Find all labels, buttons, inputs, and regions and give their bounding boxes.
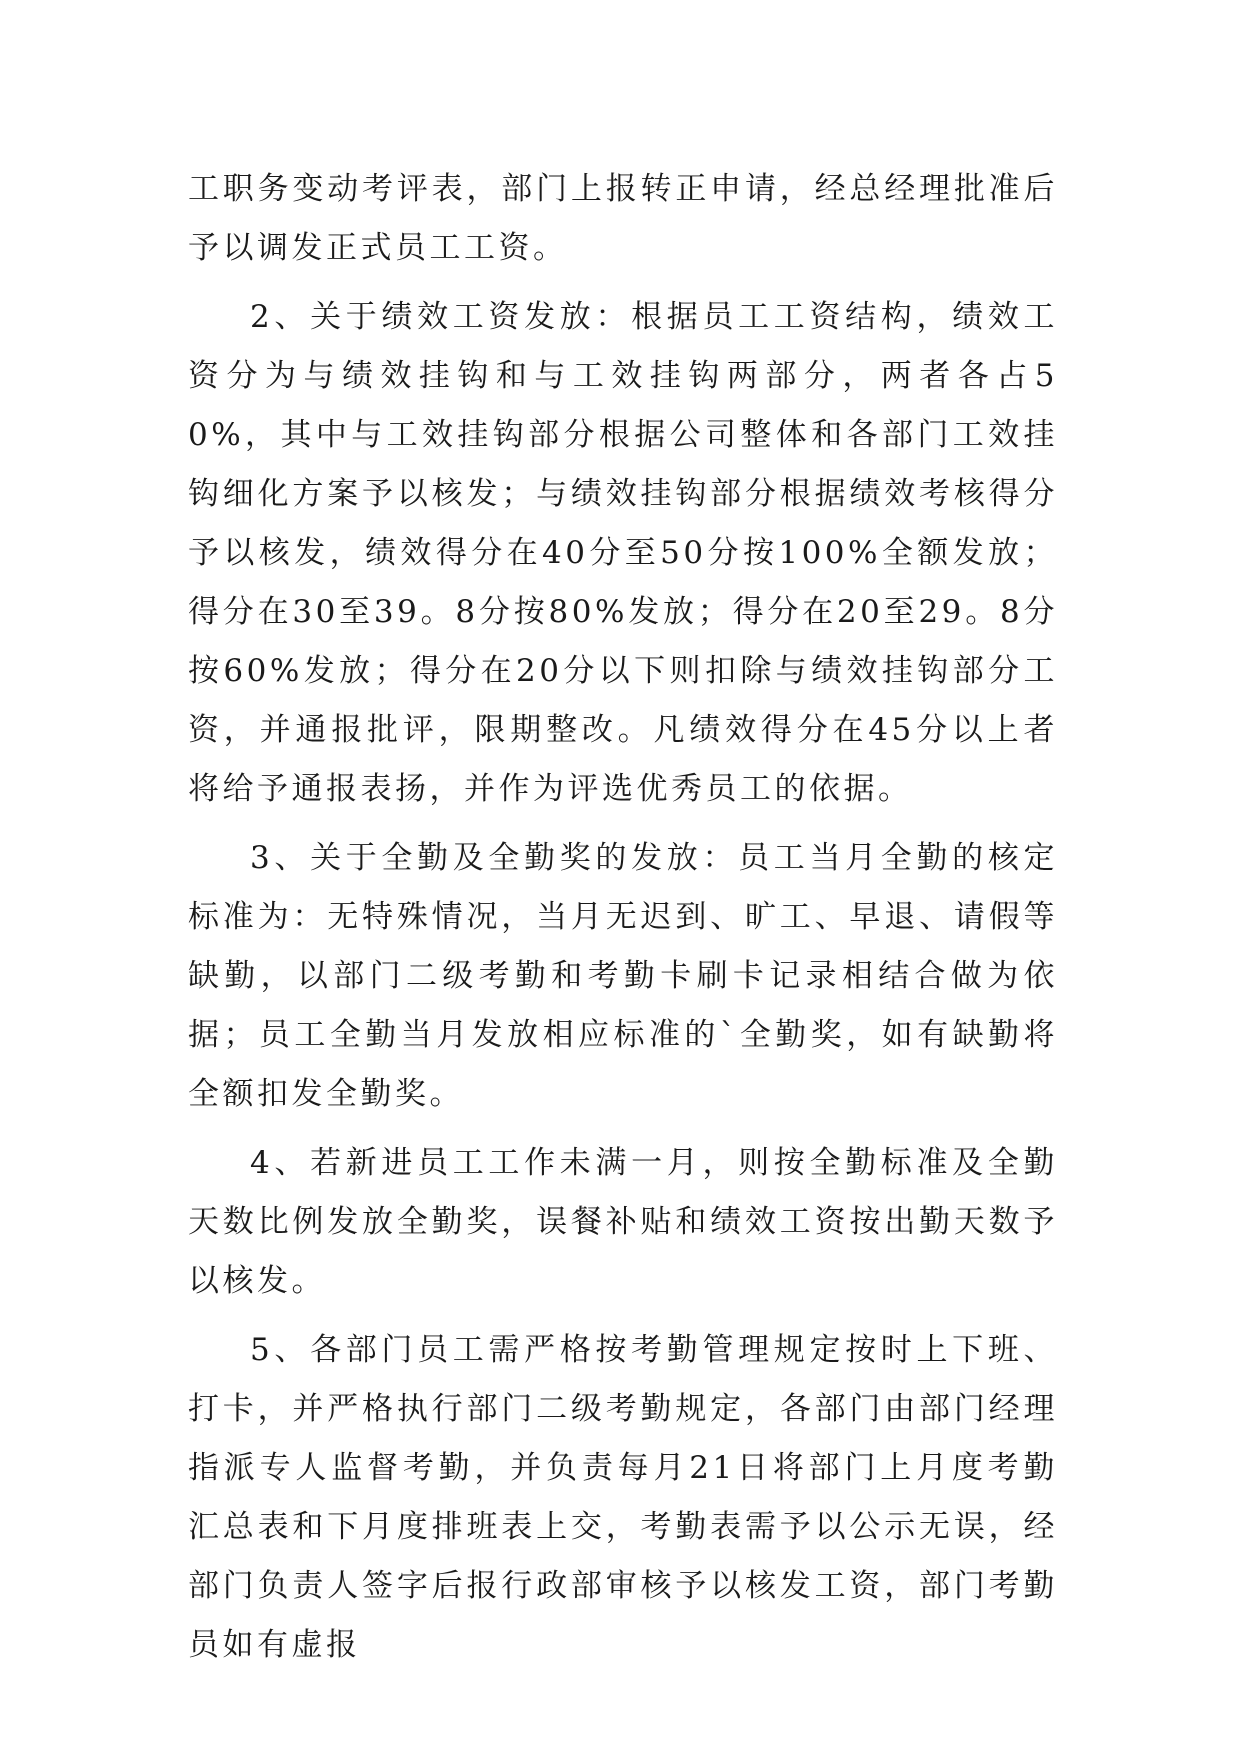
paragraph-attendance-bonus: 3、关于全勤及全勤奖的发放：员工当月全勤的核定标准为：无特殊情况，当月无迟到、旷工、早退、请假等缺勤，以部门二级考勤和考勤卡刷卡记录相结合做为依据；员工全勤当月发放相应标准的`全勤奖，如有缺勤将全额扣发全勤奖。 — [188, 840, 1058, 1112]
paragraph-new-employee: 4、若新进员工工作未满一月，则按全勤标准及全勤天数比例发放全勤奖，误餐补贴和绩效工资按出勤天数予以核发。 — [188, 1145, 1058, 1299]
paragraph-continuation: 工职务变动考评表，部门上报转正申请，经总经理批准后予以调发正式员工工资。 — [188, 171, 1058, 266]
document-body — [188, 160, 1058, 1685]
paragraph-attendance-rules: 5、各部门员工需严格按考勤管理规定按时上下班、打卡，并严格执行部门二级考勤规定，各部门由部门经理指派专人监督考勤，并负责每月21日将部门上月度考勤汇总表和下月度排班表上交，考勤表需予以公示无误，经部门负责人签字后报行政部审核予以核发工资，部门考勤员如有虚报 — [188, 1332, 1058, 1663]
paragraph-performance-pay: 2、关于绩效工资发放：根据员工工资结构，绩效工资分为与绩效挂钩和与工效挂钩两部分，两者各占50%，其中与工效挂钩部分根据公司整体和各部门工效挂钩细化方案予以核发；与绩效挂钩部分根据绩效考核得分予以核发，绩效得分在40分至50分按100%全额发放；得分在30至39。8分按80%发放；得分在20至29。8分按60%发放；得分在20分以下则扣除与绩效挂钩部分工资，并通报批评，限期整改。凡绩效得分在45分以上者将给予通报表扬，并作为评选优秀员工的依据。 — [188, 299, 1058, 807]
